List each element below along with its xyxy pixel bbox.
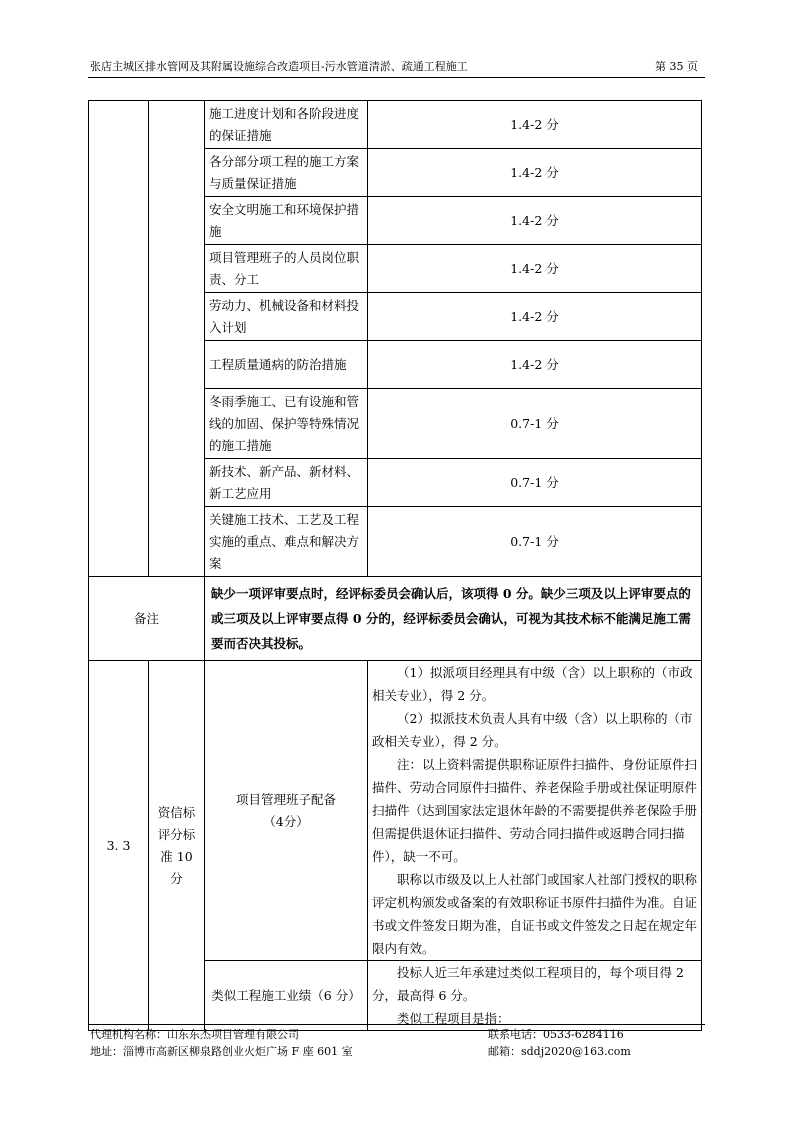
item-name: 关键施工技术、工艺及工程实施的重点、难点和解决方案 — [205, 507, 368, 577]
staffing-points: （4分） — [263, 813, 309, 829]
header-divider — [88, 77, 705, 78]
item-score: 0.7-1 分 — [368, 507, 702, 577]
item-name: 项目管理班子的人员岗位职责、分工 — [205, 245, 368, 293]
item-score: 0.7-1 分 — [368, 389, 702, 459]
section-category: 资信标评分标准 10 分 — [149, 661, 205, 1031]
contact-email: 邮箱：sddj2020@163.com — [488, 1045, 631, 1058]
rule-paragraph: 投标人近三年承建过类似工程项目的，每个项目得 2 分，最高得 6 分。 — [372, 965, 684, 1003]
performance-rules — [368, 961, 702, 1031]
page-footer — [90, 1026, 702, 1060]
item-name: 冬雨季施工、已有设施和管线的加固、保护等特殊情况的施工措施 — [205, 389, 368, 459]
agency-address: 地址：淄博市高新区柳泉路创业火炬广场 F 座 601 室 — [90, 1045, 353, 1058]
staffing-rules — [368, 661, 702, 961]
document-title: 张店主城区排水管网及其附属设施综合改造项目-污水管道清淤、疏通工程施工 — [90, 60, 468, 73]
item-score: 1.4-2 分 — [368, 149, 702, 197]
item-score: 1.4-2 分 — [368, 101, 702, 149]
page-header — [90, 58, 704, 74]
page-number: 第 35 页 — [655, 60, 698, 73]
item-score: 1.4-2 分 — [368, 341, 702, 389]
staffing-criterion — [205, 661, 368, 961]
section-number: 3. 3 — [89, 661, 149, 1031]
remark-label: 备注 — [89, 577, 205, 661]
item-name: 各分部分项工程的施工方案与质量保证措施 — [205, 149, 368, 197]
agency-name: 代理机构名称：山东东杰项目管理有限公司 — [90, 1028, 299, 1041]
contact-phone: 联系电话：0533-6284116 — [488, 1028, 624, 1041]
empty-number-cell — [89, 101, 149, 577]
item-name: 安全文明施工和环境保护措施 — [205, 197, 368, 245]
item-name: 工程质量通病的防治措施 — [205, 341, 368, 389]
item-name: 新技术、新产品、新材料、新工艺应用 — [205, 459, 368, 507]
item-score: 0.7-1 分 — [368, 459, 702, 507]
rule-paragraph: 类似工程项目是指： — [397, 1011, 510, 1026]
item-score: 1.4-2 分 — [368, 245, 702, 293]
scoring-table — [88, 100, 702, 1031]
rule-paragraph: 注：以上资料需提供职称证原件扫描件、身份证原件扫描件、劳动合同原件扫描件、养老保险手册或社保证明原件扫描件（达到国家法定退休年龄的不需要提供养老保险手册但需提供退休证扫描件、劳动合同扫描件或返聘合同扫描件），缺一不可。 — [372, 757, 698, 864]
item-score: 1.4-2 分 — [368, 293, 702, 341]
staffing-name: 项目管理班子配备 — [235, 791, 336, 807]
rule-paragraph: （1）拟派项目经理具有中级（含）以上职称的（市政相关专业），得 2 分。 — [372, 665, 693, 703]
item-score: 1.4-2 分 — [368, 197, 702, 245]
remark-text: 缺少一项评审要点时，经评标委员会确认后，该项得 0 分。缺少三项及以上评审要点的或三项及以上评审要点得 0 分的，经评标委员会确认，可视为其技术标不能满足施工需要而否决其投标。 — [205, 577, 702, 661]
empty-category-cell — [149, 101, 205, 577]
item-name: 施工进度计划和各阶段进度的保证措施 — [205, 101, 368, 149]
footer-divider — [88, 1024, 705, 1025]
performance-criterion: 类似工程施工业绩（6 分） — [205, 961, 368, 1031]
rule-paragraph: （2）拟派技术负责人具有中级（含）以上职称的（市政相关专业），得 2 分。 — [372, 711, 693, 749]
item-name: 劳动力、机械设备和材料投入计划 — [205, 293, 368, 341]
rule-paragraph: 职称以市级及以上人社部门或国家人社部门授权的职称评定机构颁发或备案的有效职称证书原件扫描件为准。自证书或文件签发日期为准，自证书或文件签发之日起在规定年限内有效。 — [372, 872, 698, 956]
